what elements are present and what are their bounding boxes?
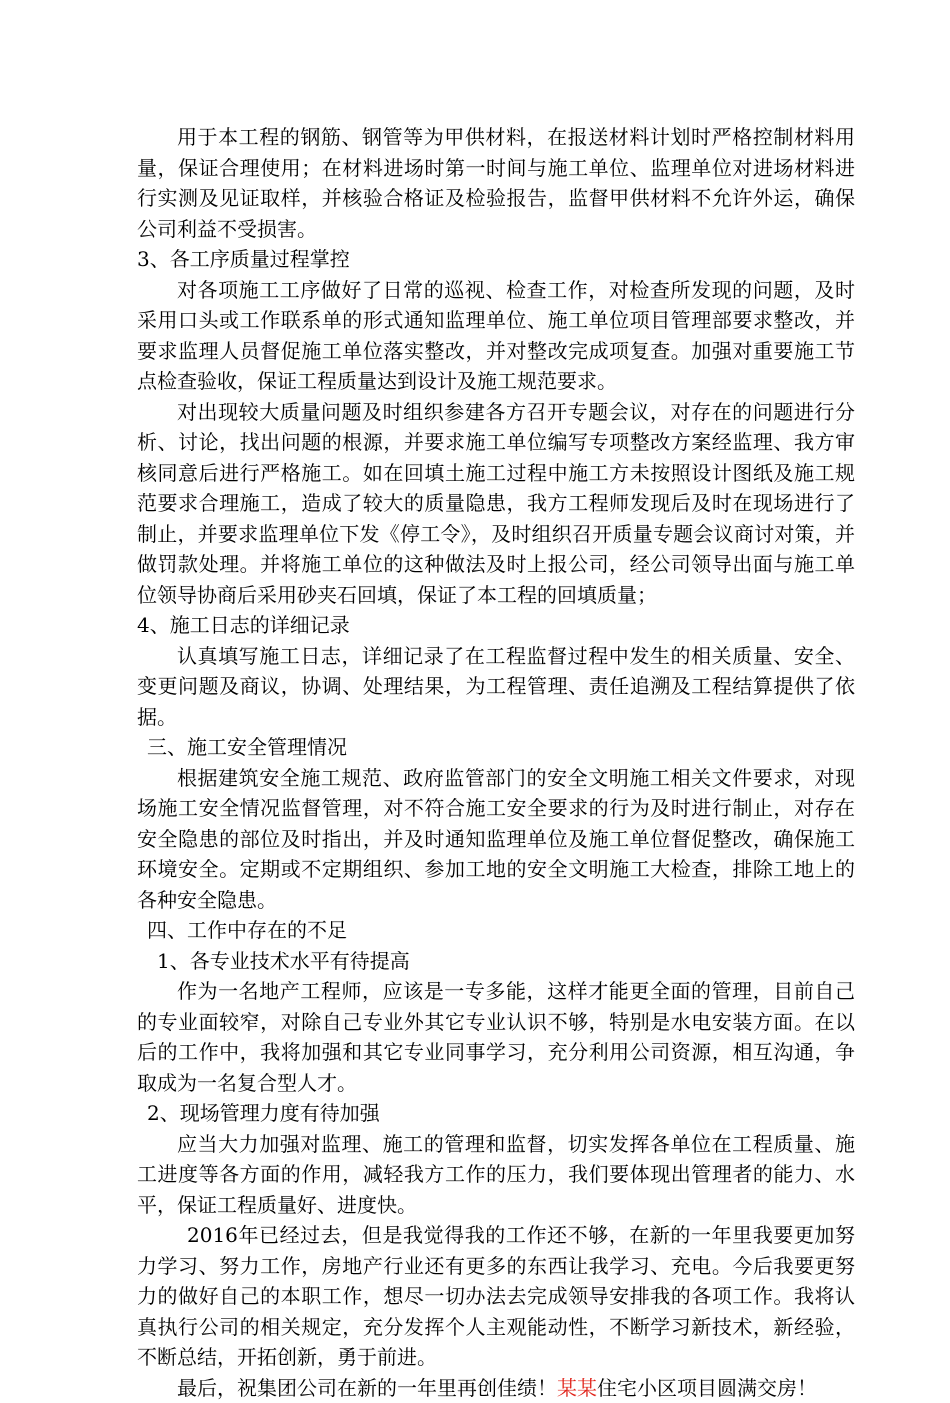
section-safety-management: 三、施工安全管理情况 [137,732,855,763]
heading-process-quality: 3、各工序质量过程掌控 [137,244,855,275]
closing-text-before: 最后，祝集团公司在新的一年里再创佳绩！ [177,1376,557,1400]
section-shortcomings: 四、工作中存在的不足 [137,915,855,946]
paragraph-technical-level: 作为一名地产工程师，应该是一专多能，这样才能更全面的管理，目前自己的专业面较窄，对除自己专业外其它专业认识不够，特别是水电安装方面。在以后的工作中，我将加强和其它专业同事学习，充分利用公司资源，相互沟通，争取成为一名复合型人才。 [137,976,855,1098]
paragraph-site-management: 应当大力加强对监理、施工的管理和监督，切实发挥各单位在工程质量、施工进度等各方面的作用，减轻我方工作的压力，我们要体现出管理者的能力、水平，保证工程质量好、进度快。 [137,1129,855,1221]
paragraph-construction-log: 认真填写施工日志，详细记录了在工程监督过程中发生的相关质量、安全、变更问题及商议，协调、处理结果，为工程管理、责任追溯及工程结算提供了依据。 [137,641,855,733]
paragraph-safety: 根据建筑安全施工规范、政府监管部门的安全文明施工相关文件要求，对现场施工安全情况监督管理，对不符合施工安全要求的行为及时进行制止，对存在安全隐患的部位及时指出，并及时通知监理单位及施工单位督促整改，确保施工环境安全。定期或不定期组织、参加工地的安全文明施工大检查，排除工地上的各种安全隐患。 [137,763,855,916]
document-page [137,122,855,1403]
item-technical-level: 1、各专业技术水平有待提高 [137,946,855,977]
paragraph-materials: 用于本工程的钢筋、钢管等为甲供材料，在报送材料计划时严格控制材料用量，保证合理使用；在材料进场时第一时间与施工单位、监理单位对进场材料进行实测及见证取样，并核验合格证及检验报告，监督甲供材料不允许外运，确保公司利益不受损害。 [137,122,855,244]
paragraph-year-review: 2016年已经过去，但是我觉得我的工作还不够，在新的一年里我要更加努力学习、努力工作，房地产行业还有更多的东西让我学习、充电。今后我要更努力的做好自己的本职工作，想尽一切办法去完成领导安排我的各项工作。我将认真执行公司的相关规定，充分发挥个人主观能动性，不断学习新技术，新经验，不断总结，开拓创新，勇于前进。 [137,1220,855,1373]
closing-highlight: 某某 [557,1376,597,1400]
paragraph-closing [137,1373,855,1403]
item-site-management: 2、现场管理力度有待加强 [137,1098,855,1129]
paragraph-quality-meeting: 对出现较大质量问题及时组织参建各方召开专题会议，对存在的问题进行分析、讨论，找出问题的根源，并要求施工单位编写专项整改方案经监理、我方审核同意后进行严格施工。如在回填土施工过程中施工方未按照设计图纸及施工规范要求合理施工，造成了较大的质量隐患，我方工程师发现后及时在现场进行了制止，并要求监理单位下发《停工令》，及时组织召开质量专题会议商讨对策，并做罚款处理。并将施工单位的这种做法及时上报公司，经公司领导出面与施工单位领导协商后采用砂夹石回填，保证了本工程的回填质量； [137,397,855,611]
heading-construction-log: 4、施工日志的详细记录 [137,610,855,641]
closing-text-after: 住宅小区项目圆满交房！ [597,1376,817,1400]
paragraph-inspection: 对各项施工工序做好了日常的巡视、检查工作，对检查所发现的问题，及时采用口头或工作联系单的形式通知监理单位、施工单位项目管理部要求整改，并要求监理人员督促施工单位落实整改，并对整改完成项复查。加强对重要施工节点检查验收，保证工程质量达到设计及施工规范要求。 [137,275,855,397]
